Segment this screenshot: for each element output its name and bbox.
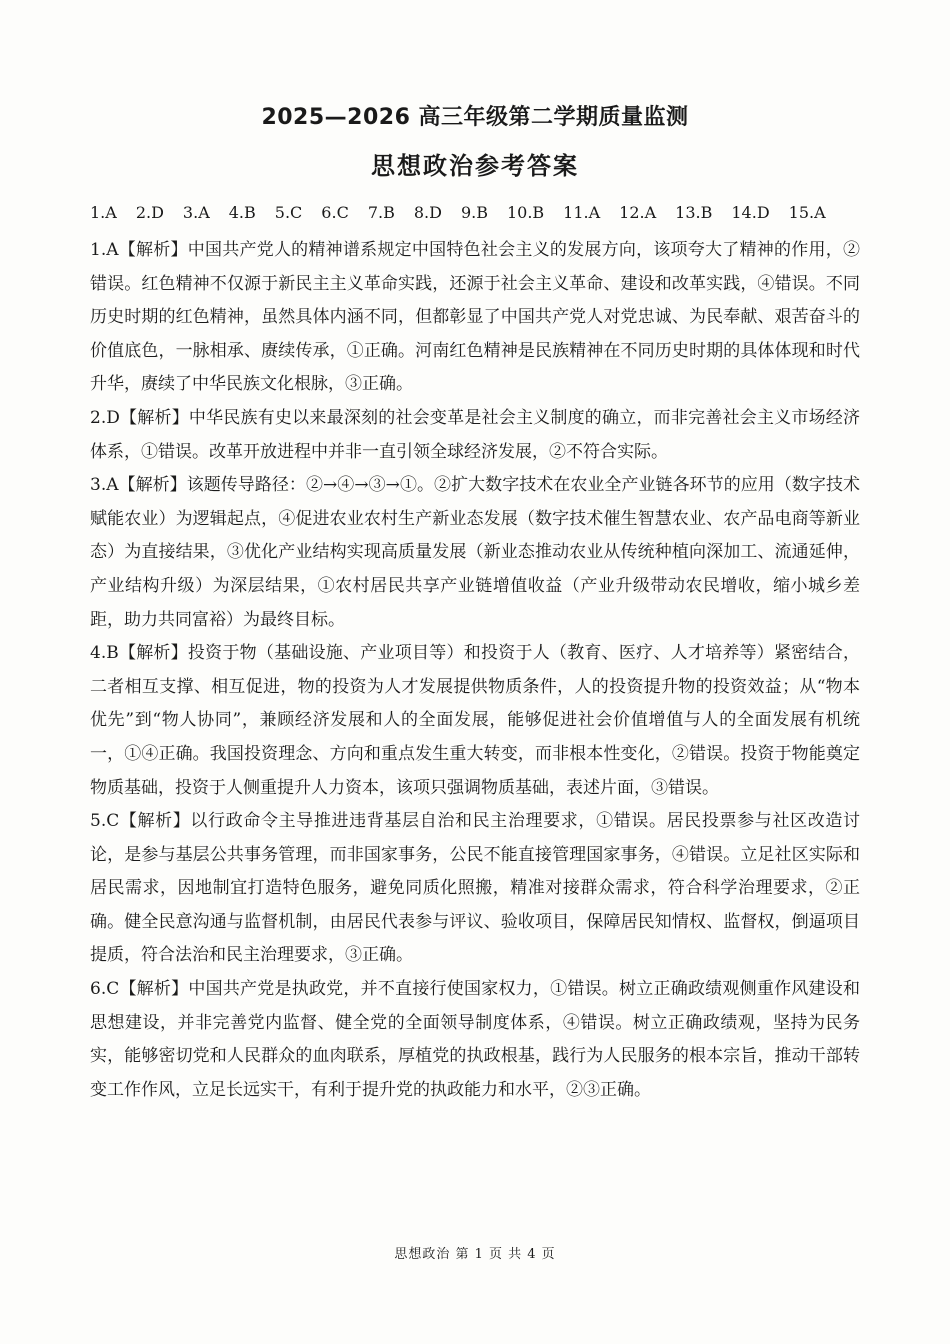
answer-item: 11.A	[563, 203, 601, 222]
answer-item: 13.B	[675, 203, 713, 222]
answer-item: 6.C	[321, 203, 349, 222]
answer-item: 14.D	[731, 203, 770, 222]
explanation-paragraph: 1.A【解析】中国共产党人的精神谱系规定中国特色社会主义的发展方向，该项夸大了精神的作用，②错误。红色精神不仅源于新民主主义革命实践，还源于社会主义革命、建设和改革实践，④错误。不同历史时期的红色精神，虽然具体内涵不同，但都彰显了中国共产党人对党忠诚、为民奉献、艰苦奋斗的价值底色，一脉相承、赓续传承，①正确。河南红色精神是民族精神在不同历史时期的具体体现和时代升华，赓续了中华民族文化根脉，③正确。	[90, 240, 860, 395]
answer-item: 5.C	[274, 203, 303, 222]
page-footer: 思想政治 第 1 页 共 4 页	[394, 1247, 556, 1262]
answer-item: 10.B	[506, 203, 545, 222]
answer-item: 12.A	[619, 203, 657, 222]
explanation-paragraph: 2.D【解析】中华民族有史以来最深刻的社会变革是社会主义制度的确立，而非完善社会主义市场经济体系，①错误。改革开放进程中并非一直引领全球经济发展，②不符合实际。	[90, 407, 860, 462]
answer-item: 3.A	[182, 203, 210, 222]
document-subtitle: 思想政治参考答案	[371, 152, 579, 180]
answer-key-row	[90, 203, 870, 222]
document-title: 2025—2026 高三年级第二学期质量监测	[261, 105, 689, 130]
answer-item: 15.A	[788, 203, 826, 222]
explanation-paragraph: 4.B【解析】投资于物（基础设施、产业项目等）和投资于人（教育、医疗、人才培养等）紧密结合，二者相互支撑、相互促进，物的投资为人才发展提供物质条件，人的投资提升物的投资效益；从“物本优先”到“物人协同”，兼顾经济发展和人的全面发展，能够促进社会价值增值与人的全面发展有机统一，①④正确。我国投资理念、方向和重点发生重大转变，而非根本性变化，②错误。投资于物能奠定物质基础，投资于人侧重提升人力资本，该项只强调物质基础，表述片面，③错误。	[90, 643, 860, 798]
explanation-paragraph: 3.A【解析】该题传导路径：②→④→③→①。②扩大数字技术在农业全产业链各环节的应用（数字技术赋能农业）为逻辑起点，④促进农业农村生产新业态发展（数字技术催生智慧农业、农产品电商等新业态）为直接结果，③优化产业结构实现高质量发展（新业态推动农业从传统种植向深加工、流通延伸，产业结构升级）为深层结果，①农村居民共享产业链增值收益（产业升级带动农民增收，缩小城乡差距，助力共同富裕）为最终目标。	[90, 475, 860, 630]
answer-item: 2.D	[135, 203, 164, 222]
explanations-section	[90, 234, 860, 1107]
answer-item: 1.A	[90, 203, 117, 222]
explanation-paragraph: 5.C【解析】以行政命令主导推进违背基层自治和民主治理要求，①错误。居民投票参与社区改造讨论，是参与基层公共事务管理，而非国家事务，公民不能直接管理国家事务，④错误。立足社区实际和居民需求，因地制宜打造特色服务，避免同质化照搬，精准对接群众需求，符合科学治理要求，②正确。健全民意沟通与监督机制，由居民代表参与评议、验收项目，保障居民知情权、监督权，倒逼项目提质，符合法治和民主治理要求，③正确。	[90, 811, 860, 966]
answer-item: 8.D	[413, 203, 442, 222]
answer-item: 7.B	[367, 203, 395, 222]
answer-item: 4.B	[228, 203, 256, 222]
explanation-paragraph: 6.C【解析】中国共产党是执政党，并不直接行使国家权力，①错误。树立正确政绩观侧重作风建设和思想建设，并非完善党内监督、健全党的全面领导制度体系，④错误。树立正确政绩观，坚持为民务实，能够密切党和人民群众的血肉联系，厚植党的执政根基，践行为人民服务的根本宗旨，推动干部转变工作作风，立足长远实干，有利于提升党的执政能力和水平，②③正确。	[90, 979, 860, 1100]
answer-item: 9.B	[460, 203, 488, 222]
